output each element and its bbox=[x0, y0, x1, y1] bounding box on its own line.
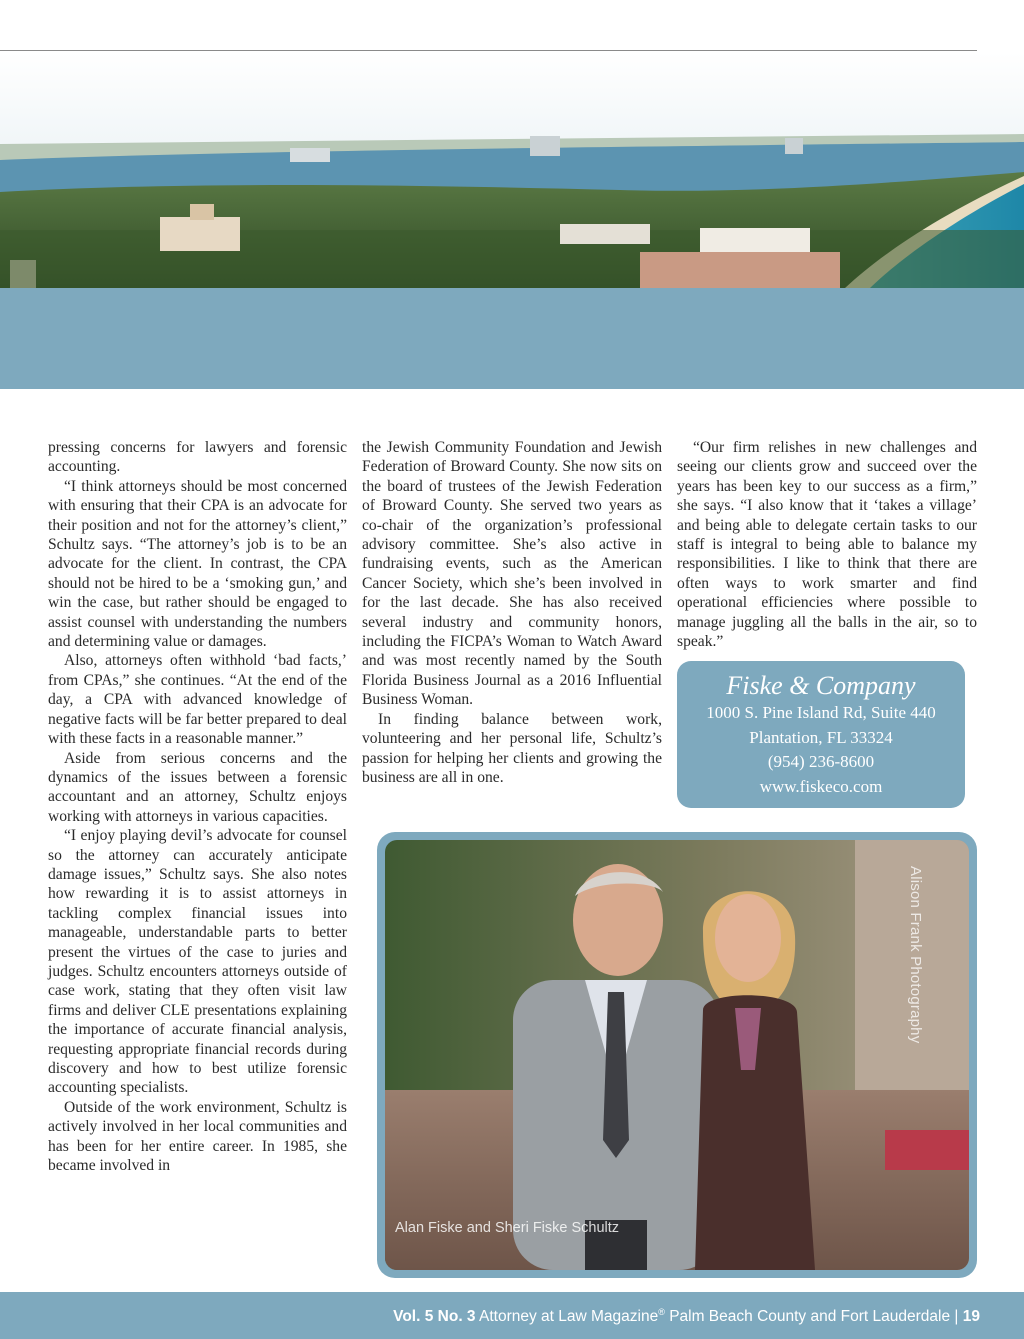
top-rule bbox=[0, 50, 977, 51]
region-name: Palm Beach County and Fort Lauderdale bbox=[669, 1308, 951, 1326]
page-footer bbox=[0, 1292, 1024, 1339]
tower bbox=[10, 260, 36, 288]
aerial-coastline-illustration bbox=[0, 52, 1024, 288]
article-column-1 bbox=[48, 438, 347, 1175]
building bbox=[700, 228, 810, 252]
article-column-3 bbox=[677, 438, 977, 651]
address-line-2: Plantation, FL 33324 bbox=[749, 727, 893, 747]
building bbox=[160, 217, 240, 251]
skyline bbox=[290, 148, 330, 162]
company-name: Fiske & Company bbox=[726, 671, 916, 700]
photo-caption: Alan Fiske and Sheri Fiske Schultz bbox=[395, 1220, 620, 1236]
flower-bed bbox=[885, 1130, 969, 1170]
paragraph: “Our firm relishes in new challenges and seeing our clients grow and succeed over the years has been key to our success as a firm,” she says. “I also know that it ‘takes a village’ and being able to delegate certain tasks to our staff is integral to being able to balance my responsibilities. I like to think that there are often ways to work smarter and find operational efficiencies where possible to manage juggling all the balls in the air, so to speak.” bbox=[677, 439, 977, 651]
paragraph: pressing concerns for lawyers and forensic accounting. bbox=[48, 439, 347, 476]
photo-credit: Alison Frank Photography bbox=[907, 866, 924, 1044]
portrait-illustration bbox=[385, 840, 969, 1270]
skyline bbox=[785, 138, 803, 154]
magazine-name: Attorney at Law Magazine bbox=[479, 1308, 659, 1326]
paragraph: Also, attorneys often withhold ‘bad facts,’ from CPAs,” she continues. “At the end of the day, a CPA with advanced knowledge of negative facts will be far better prepared to deal with these facts in a reasonable manner.” bbox=[48, 652, 347, 748]
paragraph: the Jewish Community Foundation and Jewish Federation of Broward County. She now sits on the board of trustees of the Jewish Federation of Broward County. She served two years as co-chair of the organization’s professional advisory committee. She’s also active in fundraising events, such as the American Cancer Society, which she’s been involved in for the last decade. She has also received several industry and community honors, including the FICPA’s Woman to Watch Award and was most recently named by the South Florida Business Journal as a 2016 Influential Business Woman. bbox=[362, 439, 662, 709]
address-line-1: 1000 S. Pine Island Rd, Suite 440 bbox=[706, 703, 936, 722]
hotel-building bbox=[640, 252, 840, 288]
phone-number: (954) 236-8600 bbox=[767, 752, 875, 771]
contact-box bbox=[677, 661, 965, 808]
paragraph: Aside from serious concerns and the dynamics of the issues between a forensic accountant and an attorney, Schultz enjoys working with attorneys in various capacities. bbox=[48, 749, 347, 825]
portrait-photo bbox=[385, 840, 969, 1270]
paragraph: “I enjoy playing devil’s advocate for counsel so the attorney can accurately anticipate damage issues,” Schultz says. She also notes how rewarding it is to assist attorneys in tackling complex financial issues into manageable, understandable parts to better present the virtues of the case to juries and judges. Schultz encounters attorneys outside of case work, stating that they often visit law firms and deliver CLE presentations explaining the importance of accurate financial analysis, requesting appropriate financial records during discovery and how to best utilize forensic accounting specialists. bbox=[48, 827, 347, 1097]
skyline bbox=[530, 136, 560, 156]
paragraph: “I think attorneys should be most concerned with ensuring that their CPA is an advocate for their position and not for the attorney’s client,” Schultz says. “The attorney’s job is to be an advocate for the client. In contrast, the CPA should not be hired to be a ‘smoking gun,’ and win the case, but rather should be engaged to assist counsel with understanding the numbers and determining value or damages. bbox=[48, 477, 347, 651]
article-column-2 bbox=[362, 438, 662, 787]
website-link[interactable]: www.fiskeco.com bbox=[759, 776, 883, 796]
hero-aerial-photo bbox=[0, 52, 1024, 288]
footer-text bbox=[393, 1307, 980, 1326]
page-number: 19 bbox=[962, 1308, 980, 1326]
portrait-photo-frame bbox=[377, 832, 977, 1278]
issue-number: Vol. 5 No. 3 bbox=[393, 1308, 476, 1326]
building bbox=[560, 224, 650, 244]
paragraph: In finding balance between work, volunteering and her personal life, Schultz’s passion for helping her clients and growing the business are all in one. bbox=[362, 710, 662, 786]
woman-face bbox=[715, 894, 781, 982]
foreground-trees bbox=[0, 230, 1024, 288]
building bbox=[190, 204, 214, 220]
hero-color-band bbox=[0, 288, 1024, 389]
footer-separator: | bbox=[954, 1308, 959, 1326]
paragraph: Outside of the work environment, Schultz is actively involved in her local communities and has been for her entire career. In 1985, she became involved in bbox=[48, 1098, 347, 1175]
registered-mark: ® bbox=[658, 1307, 665, 1317]
